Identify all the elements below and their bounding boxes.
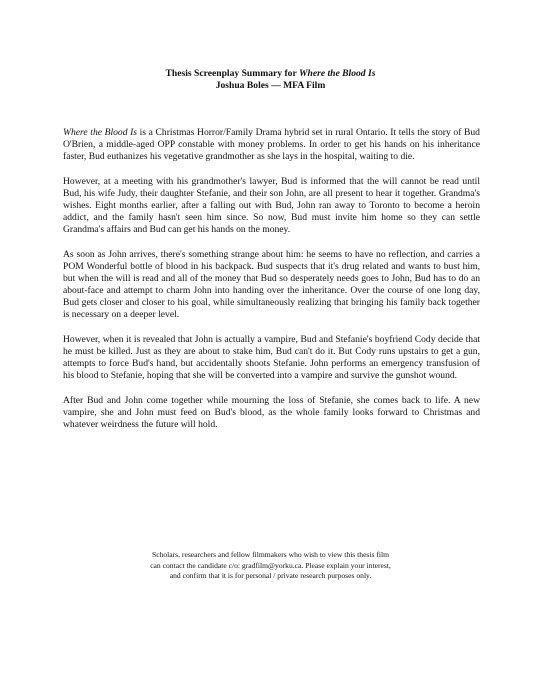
title-prefix: Thesis Screenplay Summary for	[165, 68, 299, 79]
author-line: Joshua Boles — MFA Film	[215, 80, 326, 91]
paragraph-4: However, when it is revealed that John is actually a vampire, Bud and Stefanie's boyfriend Cody decide that he must be killed. Just as they are about to stake him, Bud can't do it. But Cody runs upstairs to get a gun, attempts to force Bud's hand, but accidentally shoots Stefanie. John performs an emergency transfusion of his blood to Stefanie, hoping that she will be converted into a vampire and survive the gunshot wound.	[63, 333, 480, 382]
access-notice-line-3: and confirm that it is for personal / private research purposes only.	[169, 571, 372, 580]
paragraph-2: However, at a meeting with his grandmother's lawyer, Bud is informed that the will cannot be read until Bud, his wife Judy, their daughter Stefanie, and their son John, are all present to hear it together. Grandma's wishes. Eight months earlier, after a falling out with Bud, John ran away to Toronto to become a heroin addict, and the family hasn't seen him since. So now, Bud must invite him home so they can settle Grandma's affairs and Bud can get his hands on the money.	[63, 175, 480, 236]
document-title	[0, 68, 541, 80]
access-notice	[0, 550, 541, 582]
access-notice-line-2: can contact the candidate c/o: gradfilm@yorku.ca. Please explain your interest,	[150, 560, 391, 570]
paragraph-5: After Bud and John come together while mourning the loss of Stefanie, she comes back to life. A new vampire, she and John must feed on Bud's blood, as the whole family looks forward to Christmas and whatever weirdness the future will hold.	[63, 394, 480, 430]
paragraph-3: As soon as John arrives, there's something strange about him: he seems to have no reflection, and carries a POM Wonderful bottle of blood in his backpack. Bud suspects that it's drug related and wants to bust him, but when the will is read and all of the money that Bud so desperately needs goes to John, Bud has to do an about-face and attempt to charm John into handing over the inheritance. Over the course of one long day, Bud gets closer and closer to his goal, while simultaneously realizing that bringing his family back together is necessary on a deeper level.	[63, 248, 480, 321]
access-notice-line-1: Scholars, researchers and fellow filmmakers who wish to view this thesis film	[151, 550, 390, 559]
summary-body	[63, 127, 480, 443]
paragraph-1-film-name: Where the Blood Is	[63, 127, 138, 138]
paragraph-1-text: is a Christmas Horror/Family Drama hybrid set in rural Ontario. It tells the story of Bud O'Brien, a middle-aged OPP constable with money problems. In order to get his hands on his inheritance faster, Bud euthanizes his vegetative grandmother as she lays in the hospital, waiting to die.	[63, 127, 480, 163]
document-header	[0, 68, 541, 92]
paragraph-1	[63, 127, 480, 163]
title-film-name: Where the Blood Is	[298, 68, 376, 79]
